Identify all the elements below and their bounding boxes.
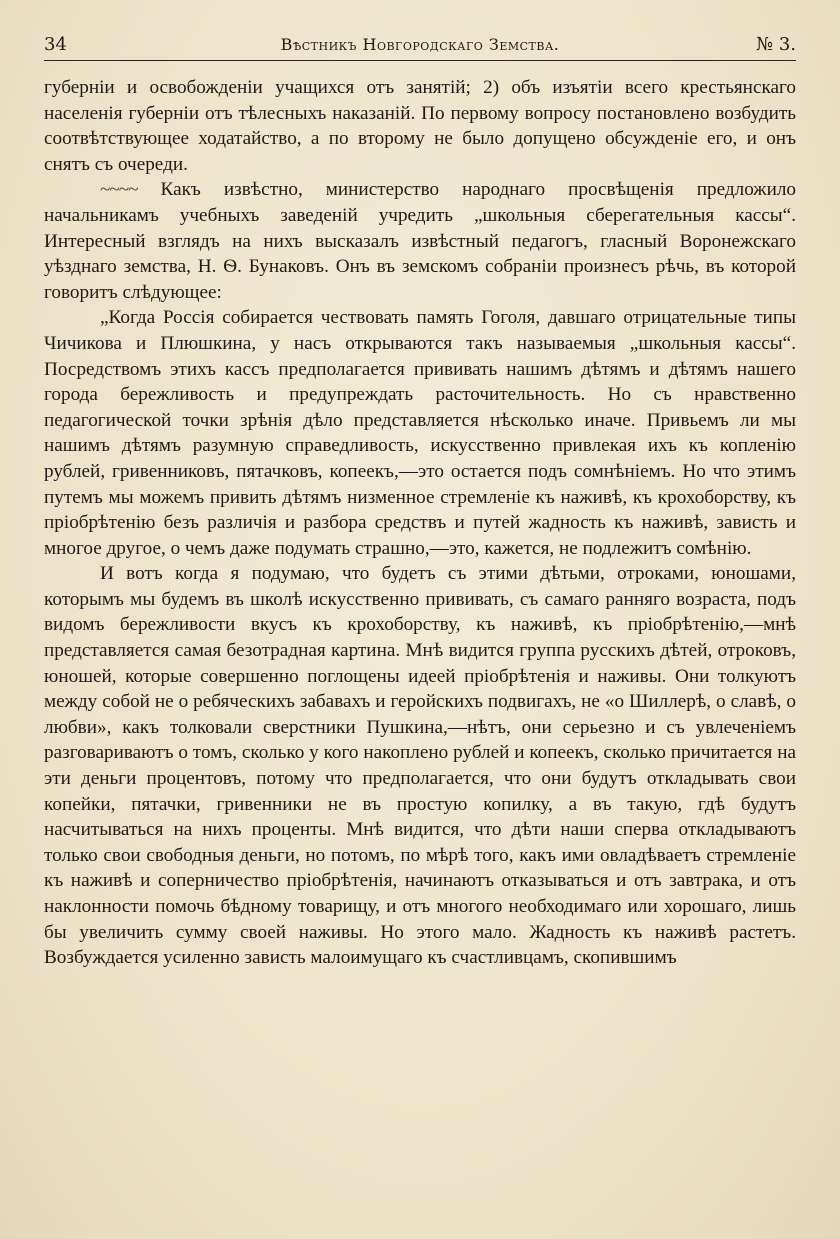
paragraph-news-text: Какъ извѣстно, министерство народнаго просвѣщенія предложило начальникамъ учебныхъ заведеній учредить „школьныя сберегательныя кассы“. Интересный взглядъ на нихъ высказалъ извѣстный педагогъ, гласный Воронежскаго уѣзднаго земства, Н. Ѳ. Бунаковъ. Онъ въ земскомъ собраніи произнесъ рѣчь, въ которой говоритъ слѣдующее:	[44, 179, 797, 303]
paragraph-continuation: губерніи и освобожденіи учащихся отъ занятій; 2) объ изъятіи всего крестьянскаго населенія губерніи отъ тѣлесныхъ наказаній. По первому вопросу постановлено возбудить соотвѣтствующее ходатайство, а по второму не было допущено обсужденіе его, и онъ снятъ съ очереди.	[44, 77, 796, 175]
paragraph-quote-start: „Когда Россія собирается чествовать память Гоголя, давшаго отрицательные типы Чичикова и Плюшкина, у насъ открываются такъ называемыя „школьныя кассы“. Посредствомъ этихъ кассъ предполагается прививать нашимъ дѣтямъ и дѣтямъ нашего города бережливость и предупреждать расточительность. Но съ нравственно педагогической точки зрѣнія дѣло представляется нѣсколько иначе. Привьемъ ли мы нашимъ дѣтямъ разумную справедливость, искусственно привлекая ихъ къ копленію рублей, гривенниковъ, пятачковъ, копеекъ,—это остается подъ сомнѣніемъ. Но что этимъ путемъ мы можемъ привить дѣтямъ низменное стремленіе къ наживѣ, къ крохоборству, къ пріобрѣтенію безъ различія и разбора средствъ и путей жадность къ наживѣ, зависть и многое другое, о чемъ даже подумать страшно,—это, кажется, не подлежитъ сомѣнію.	[44, 307, 796, 559]
running-header	[44, 30, 796, 61]
paragraph-quote-continued: И вотъ когда я подумаю, что будетъ съ этими дѣтьми, отроками, юношами, которымъ мы будемъ въ школѣ искусственно прививать, съ самаго ранняго возраста, подъ видомъ бережливости вкусъ къ крохоборству, къ наживѣ, къ пріобрѣтенію,—мнѣ представляется самая безотрадная картина. Мнѣ видится группа русскихъ дѣтей, отроковъ, юношей, которые совершенно поглощены идеей пріобрѣтенія и наживы. Они толкуютъ между собой не о ребяческихъ забавахъ и геройскихъ подвигахъ, не «о Шиллерѣ, о славѣ, о любви», какъ толковали сверстники Пушкина,—нѣтъ, они серьезно и съ увлеченіемъ разговариваютъ о томъ, сколько у кого накоплено рублей и копеекъ, сколько причитается на эти деньги процентовъ, потому что предполагается, что они будутъ откладывать свои копейки, пятачки, гривенники не въ простую копилку, а въ такую, гдѣ будутъ насчитываться на нихъ проценты. Мнѣ видится, что дѣти наши сперва откладываютъ только свои свободныя деньги, но потомъ, по мѣрѣ того, какъ ими овладѣваетъ стремленіе къ наживѣ и соперничество пріобрѣтенія, начинаютъ отказываться и отъ завтрака, и отъ наклонности помочь бѣдному товарищу, и отъ многого необходимаго или хорошаго, лишь бы увеличить сумму своей наживы. Но этого мало. Жадность къ наживѣ растетъ. Возбуждается усиленно зависть малоимущаго къ счастливцамъ, скопившимъ	[44, 563, 796, 969]
page-number: 34	[44, 34, 67, 55]
article-body	[44, 75, 796, 971]
paragraph-news-item	[44, 177, 796, 305]
dash-mark: ~~~~	[100, 179, 138, 201]
issue-number: № 3.	[756, 34, 796, 55]
document-page	[44, 30, 796, 971]
journal-title: Вѣстникъ Новгородскаго Земства.	[280, 35, 560, 54]
